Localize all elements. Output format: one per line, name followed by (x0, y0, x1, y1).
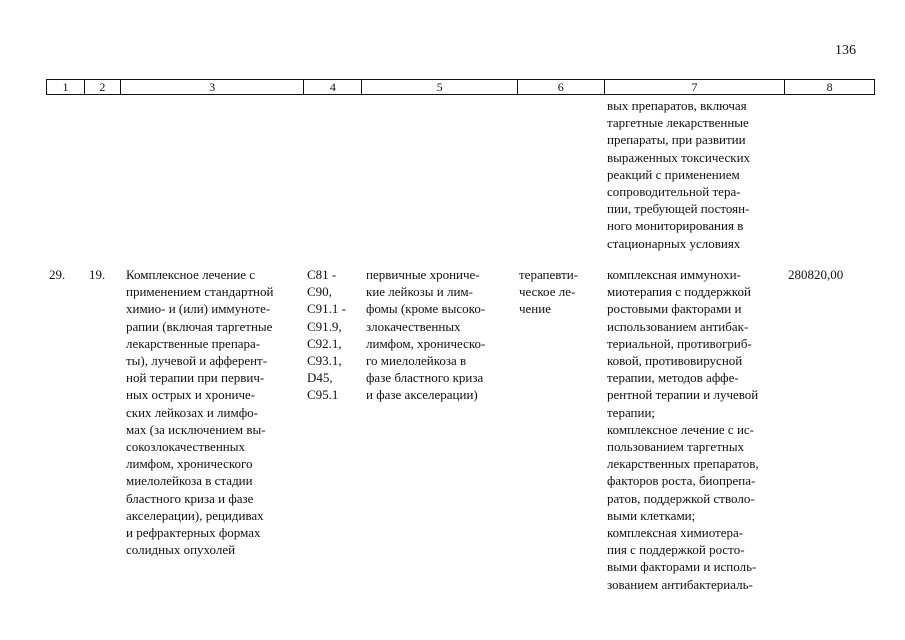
text-line: фазе бластного криза (366, 370, 484, 386)
header-col-8: 8 (826, 80, 833, 94)
text-line: вых препаратов, включая (607, 98, 747, 113)
text-line: первичные хрониче- (366, 267, 480, 282)
text-line: C90, (307, 284, 332, 300)
treatment-type (519, 266, 597, 318)
text-line: ростовыми факторами и (607, 301, 742, 317)
text-line: ного мониторирования в (607, 218, 744, 234)
header-col-6: 6 (518, 80, 605, 94)
text-line: выраженных токсических (607, 149, 751, 165)
text-line: фомы (кроме высоко- (366, 301, 486, 317)
text-line: C91.9, (307, 318, 342, 334)
header-col-3: 3 (121, 80, 305, 94)
standard-cost: 280820,00 (788, 267, 844, 282)
text-line: применением стандартной (126, 284, 274, 300)
text-line: чение (519, 301, 551, 317)
text-line: комплексная химиотера- (607, 525, 744, 541)
text-line: кие лейкозы и лим- (366, 284, 473, 300)
text-line: зованием антибактериаль- (607, 576, 753, 592)
text-line: солидных опухолей (126, 542, 236, 558)
text-line: выми факторами и исполь- (607, 559, 757, 575)
header-col-2: 2 (85, 80, 121, 94)
text-line: ной терапии при первич- (126, 370, 265, 386)
text-line: злокачественных (366, 318, 461, 334)
text-line: сопроводительной тера- (607, 184, 741, 200)
text-line: миелолейкоза в стадии (126, 473, 253, 489)
text-line: ческое ле- (519, 284, 576, 300)
text-line: лимфом, хронического (126, 456, 253, 472)
text-line: терапии, методов аффе- (607, 370, 739, 386)
text-line: ных острых и хрониче- (126, 387, 256, 403)
row-sub-number: 19. (89, 267, 106, 282)
text-line: пользованием таргетных (607, 439, 745, 455)
header-col-4: 4 (304, 80, 362, 94)
page-number: 136 (835, 43, 856, 58)
row-number: 29. (49, 267, 66, 282)
text-line: C93.1, (307, 353, 342, 369)
text-line: использованием антибак- (607, 318, 749, 334)
text-line: химио- и (или) иммуноте- (126, 301, 271, 317)
patient-model (366, 266, 506, 404)
text-line: ковой, противовирусной (607, 353, 743, 369)
text-line: C95.1 (307, 387, 339, 403)
continuation-col7 (607, 97, 777, 252)
text-line: ратов, поддержкой стволо- (607, 490, 755, 506)
text-line: C91.1 - (307, 301, 346, 317)
text-line: комплексная иммунохи- (607, 267, 741, 282)
text-line: Комплексное лечение с (126, 267, 256, 282)
text-line: C92.1, (307, 335, 342, 351)
text-line: го миелолейкоза в (366, 353, 467, 369)
text-line: ских лейкозах и лимфо- (126, 404, 258, 420)
text-line: лекарственные препара- (126, 335, 261, 351)
text-line: ты), лучевой и афферент- (126, 353, 268, 369)
text-line: выми клетками; (607, 507, 696, 523)
icd-codes (307, 266, 363, 404)
header-col-1: 1 (47, 80, 85, 94)
text-line: и фазе акселерации) (366, 387, 478, 403)
text-line: таргетные лекарственные (607, 115, 749, 131)
text-line: препараты, при развитии (607, 132, 746, 148)
text-line: рентной терапии и лучевой (607, 387, 759, 403)
text-line: миотерапия с поддержкой (607, 284, 751, 300)
text-line: лимфом, хроническо- (366, 335, 486, 351)
treatment-profile (126, 266, 296, 558)
text-line: мах (за исключением вы- (126, 421, 266, 437)
column-number-header (46, 79, 875, 95)
text-line: пия с поддержкой росто- (607, 542, 745, 558)
text-line: D45, (307, 370, 333, 386)
text-line: рапии (включая таргетные (126, 318, 273, 334)
text-line: акселерации), рецидивах (126, 507, 264, 523)
text-line: стационарных условиях (607, 235, 741, 251)
header-col-7: 7 (605, 80, 786, 94)
text-line: комплексное лечение с ис- (607, 421, 754, 437)
text-line: и рефрактерных формах (126, 525, 261, 541)
text-line: C81 - (307, 267, 337, 282)
text-line: лекарственных препаратов, (607, 456, 759, 472)
text-line: пии, требующей постоян- (607, 201, 750, 217)
text-line: сокозлокачественных (126, 439, 245, 455)
text-line: реакций с применением (607, 166, 740, 182)
text-line: терапевти- (519, 267, 579, 282)
text-line: бластного криза и фазе (126, 490, 254, 506)
text-line: териальной, противогриб- (607, 335, 752, 351)
header-col-5: 5 (362, 80, 518, 94)
treatment-method (607, 266, 779, 593)
text-line: терапии; (607, 404, 656, 420)
text-line: факторов роста, биопрепа- (607, 473, 756, 489)
